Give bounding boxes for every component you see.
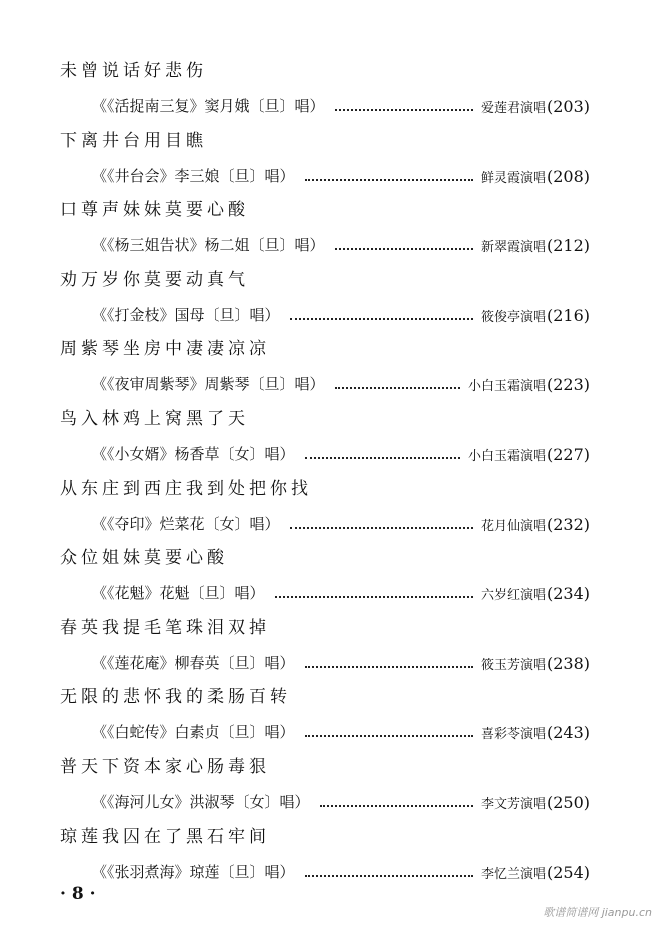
dot-leader — [335, 387, 460, 389]
opera-role: 《《白蛇传》白素贞〔旦〕唱） — [92, 723, 295, 742]
performer: 筱玉芳演唱 — [480, 657, 546, 673]
performer: 小白玉霜演唱 — [467, 379, 546, 395]
song-title: 未曾说话好悲伤 — [60, 61, 207, 81]
toc-entry — [0, 402, 666, 472]
toc-entry — [0, 541, 666, 611]
toc-entry — [0, 472, 666, 542]
song-title: 无限的悲怀我的柔肠百转 — [60, 687, 291, 708]
song-title: 众位姐妹莫要心酸 — [60, 548, 228, 569]
toc-entry — [0, 750, 666, 820]
song-title: 普天下资本家心肠毒狠 — [60, 756, 270, 777]
toc-entry-detail — [92, 303, 590, 325]
opera-role: 《《花魁》花魁〔旦〕唱） — [92, 584, 265, 603]
song-title: 鸟入林鸡上窝黑了天 — [60, 408, 249, 429]
dot-leader — [290, 318, 473, 320]
page-reference: (208) — [546, 166, 590, 186]
opera-role: 《《井台会》李三娘〔旦〕唱） — [92, 166, 295, 185]
song-title: 口尊声妹妹莫要心酸 — [60, 200, 249, 221]
page-number: · 8 · — [60, 884, 96, 904]
dot-leader — [290, 527, 473, 529]
watermark: 歌谱简谱网 jianpu.cn — [543, 906, 652, 919]
opera-role: 《《活捉南三复》窦月娥〔旦〕唱） — [92, 97, 325, 115]
performer: 新翠霞演唱 — [480, 240, 546, 256]
performer: 筱俊亭演唱 — [480, 309, 546, 325]
dot-leader — [320, 805, 473, 807]
song-title: 周紫琴坐房中凄凄凉凉 — [60, 339, 270, 360]
toc-entry-detail — [92, 94, 590, 116]
page-reference: (216) — [546, 305, 590, 325]
song-title: 春英我提毛笔珠泪双掉 — [60, 617, 270, 638]
song-title: 下离井台用目瞧 — [60, 130, 207, 151]
toc-entry — [0, 263, 666, 333]
opera-role: 《《夜审周紫琴》周紫琴〔旦〕唱） — [92, 375, 325, 394]
page-reference: (254) — [546, 862, 590, 882]
opera-role: 《《打金枝》国母〔旦〕唱） — [92, 305, 280, 324]
page-reference: (232) — [546, 514, 590, 534]
page-reference: (234) — [546, 584, 590, 604]
toc-entry — [0, 124, 666, 194]
opera-role: 《《夺印》烂菜花〔女〕唱） — [92, 514, 280, 533]
dot-leader — [335, 109, 473, 111]
performer: 花月仙演唱 — [480, 518, 546, 534]
toc-entry-detail — [92, 720, 590, 742]
page-reference: (250) — [546, 792, 590, 812]
toc-entry-detail — [92, 860, 590, 882]
toc-entry-detail — [92, 233, 590, 255]
dot-leader — [305, 666, 473, 668]
performer: 爱莲君演唱 — [480, 101, 546, 116]
toc-entry-detail — [92, 790, 590, 812]
performer: 李文芳演唱 — [480, 796, 546, 812]
toc-entry — [0, 193, 666, 263]
toc-entry — [0, 611, 666, 681]
dot-leader — [305, 735, 473, 737]
performer: 六岁红演唱 — [480, 588, 546, 604]
dot-leader — [335, 248, 473, 250]
toc-entry-detail — [92, 442, 590, 464]
performer: 喜彩苓演唱 — [480, 727, 546, 743]
page-reference: (238) — [546, 653, 590, 673]
toc-entry — [0, 820, 666, 890]
opera-role: 《《张羽煮海》琼莲〔旦〕唱） — [92, 862, 295, 881]
toc-entry-detail — [92, 581, 590, 603]
page-reference: (227) — [546, 444, 590, 464]
song-title: 从东庄到西庄我到处把你找 — [60, 478, 312, 499]
performer: 鲜灵霞演唱 — [480, 170, 546, 186]
dot-leader — [275, 596, 473, 598]
toc-entry — [0, 332, 666, 402]
opera-role: 《《莲花庵》柳春英〔旦〕唱） — [92, 653, 295, 672]
performer: 小白玉霜演唱 — [467, 448, 546, 464]
dot-leader — [305, 875, 473, 877]
page-reference: (212) — [546, 236, 590, 256]
opera-role: 《《杨三姐告状》杨二姐〔旦〕唱） — [92, 236, 325, 255]
toc-entry-detail — [92, 164, 590, 186]
performer: 李忆兰演唱 — [480, 866, 546, 882]
page-reference: (243) — [546, 723, 590, 743]
opera-role: 《《小女婿》杨香草〔女〕唱） — [92, 444, 295, 463]
toc-entry — [0, 54, 666, 124]
toc-entry — [0, 680, 666, 750]
dot-leader — [305, 457, 460, 459]
dot-leader — [305, 179, 473, 181]
song-title: 劝万岁你莫要动真气 — [60, 269, 249, 290]
toc-entry-detail — [92, 372, 590, 394]
song-title: 琼莲我囚在了黑石牢间 — [60, 826, 270, 847]
toc-entry-detail — [92, 651, 590, 673]
opera-role: 《《海河儿女》洪淑琴〔女〕唱） — [92, 792, 310, 811]
page-reference: (203) — [546, 97, 590, 116]
toc-entry-detail — [92, 512, 590, 534]
page-reference: (223) — [546, 375, 590, 395]
toc-list — [0, 54, 666, 889]
